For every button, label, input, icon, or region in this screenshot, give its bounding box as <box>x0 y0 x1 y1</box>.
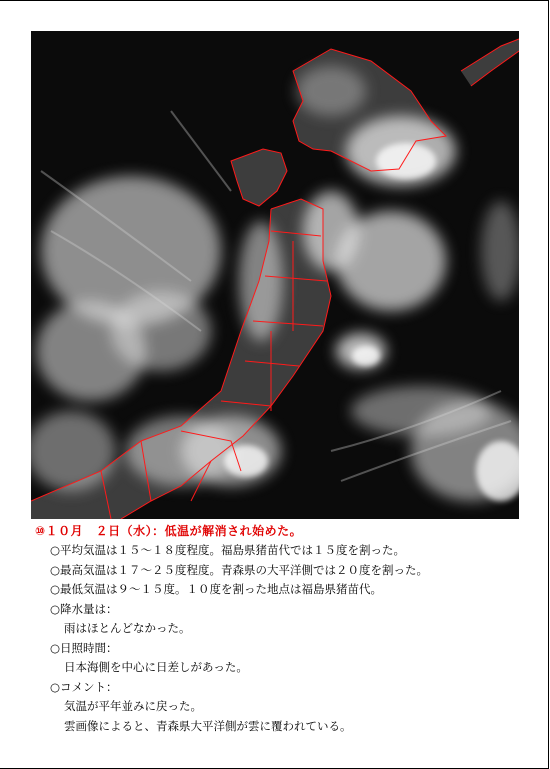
max-temp-line: ○最高気温は１７～２５度程度。青森県の大平洋側では２０度を割った。 <box>50 562 429 577</box>
satellite-map <box>31 31 519 519</box>
sunshine-value: 日本海側を中心に日差しがあった。 <box>64 660 248 674</box>
min-temp-line: ○最低気温は９～１５度。１０度を割った地点は福島県猪苗代。 <box>50 582 383 596</box>
avg-temp-line: ○平均気温は１５～１８度程度。福島県猪苗代では１５度を割った。 <box>50 543 406 557</box>
sunshine-label: ○日照時間： <box>50 640 118 655</box>
comment-line-1: 気温が平年並みに戻った。 <box>64 699 202 713</box>
precipitation-value: 雨はほとんどなかった。 <box>64 621 191 635</box>
precipitation-label: ○降水量は： <box>50 601 118 616</box>
report-heading: ⑩１０月 ２日（水）：低温が解消され始めた。 <box>35 524 303 538</box>
report-body <box>50 541 428 736</box>
comment-line-2: 雲画像によると、青森県大平洋側が雲に覆われている。 <box>64 718 352 733</box>
comment-label: ○コメント： <box>50 679 118 694</box>
satellite-cloud-image <box>31 31 519 519</box>
